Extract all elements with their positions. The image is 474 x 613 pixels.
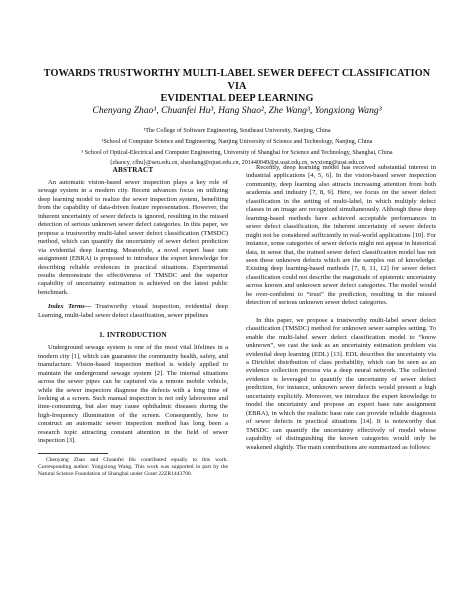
title-line-1: TOWARDS TRUSTWORTHY MULTI-LABEL SEWER DEFECT CLASSIFICATION VIA [43, 68, 431, 92]
index-terms [38, 303, 228, 320]
affiliations [30, 126, 444, 169]
intro-paragraph-3: In this paper, we propose a trustworthy multi-label sewer defect classification (TMSDC) method for unknown sewer samples setting. To enable the multi-label sewer defect classification model to “know unknown”, we cast the task as an uncertainty estimation problem via evidential deep learning (EDL) [13]. EDL describes the uncertainty via a Dirichlet distribution of class probability, which can be seen as an evidence collection process via a deep neural network. The collected evidence is leveraged to quantify the uncertainty of sewer defect prediction, for instance, unknown sewer defects would present a high uncertainty explicitly. Moreover, we introduce the expert knowledge to model the uncertainty and propose an expert base rate assignment (EBRA), in which the realistic base rate can provide reliable diagnosis of sewer defects in practical situations [14]. It is noteworthy that TMSDC can quantify the uncertainty effectively of model whose capability of distinguishing the known categories would only be weakened slightly. The main contributions are summarized as follows: [246, 316, 436, 451]
abstract-text: An automatic vision-based sewer inspection plays a key role of sewage system in a modern city. Recent advances focus on utilizing deep learning model to realize the sewer inspection system, benefiting from the capability of data-driven feature representation. However, the inherent uncertainty of sewer defects is ignored, resulting in the missed detection of serious unknown sewer defect categories. In this paper, we propose a trustworthy multi-label sewer defect classification (TMSDC) method, which can quantify the uncertainty of sewer defect prediction via evidential deep learning. Meanwhile, a novel expert base rate assignment (EBRA) is proposed to introduce the expert knowledge for describing reliable evidences in practical situations. Experimental results demonstrate the effectiveness of TMSDC and the superior capability of uncertainty estimation is achieved on the latest public benchmark. [38, 179, 228, 296]
introduction-heading: 1. INTRODUCTION [99, 331, 167, 340]
index-terms-text: Trustworthy visual inspection, evidential deep Learning, multi-label sewer defect classification, sewer pipelines [38, 303, 228, 319]
title-line-2: EVIDENTIAL DEEP LEARNING [160, 93, 314, 104]
author-list: Chenyang Zhao¹, Chuanfei Hu³, Hang Shao², Zhe Wang³, Yongxiong Wang³ [92, 105, 382, 116]
footnote: Chenyang Zhao and Chuanfei Hu contributed equally to this work. Corresponding author: Yongxiong Wang. This work was supported in part by the Natural Science Foundation of Shanghai under Grant 22ZR1443700. [38, 456, 228, 478]
paper-title [40, 68, 434, 106]
right-column [246, 164, 436, 452]
index-terms-lead: Index Terms— [48, 303, 92, 311]
intro-paragraph-2: Recently, deep learning model has received substantial interest in industrial applications [4, 5, 6]. In the vision-based sewer inspection community, deep learning also attracts increasing attention from both academia and industry [7, 8, 9]. Here, we focus on the sewer defect classification in the setting of multi-label, in which multiply defect classes in an image are recognized simultaneously. Although these deep learning-based methods have achieved acceptable performances in sewer defect classification, the inherent uncertainty of sewer defects might not be considered sufficiently in real-world applications [10]. For instance, some categories of sewer defects might not appear in historical data, in sense that, the trained sewer defect classification model has not seen these unknown defects which are the samples out of knowledge. Existing deep learning-based methods [7, 8, 11, 12] for sewer defect classification could not describe the magnitude of epistemic uncertainty across known and unknown sewer defect categories. The model would be over-confident to “trust” the prediction, resulting in the missed detection of serious unknown sewer defect categories. [246, 164, 436, 307]
affiliation-3: ³ School of Optical-Electrical and Computer Engineering, University of Shanghai for Science and Technology, Shanghai, China [81, 149, 393, 156]
author-emails: {zhaocy, cfhu}@seu.edu.cn, shaohang@njust.edu.cn, 201440049@st.usst.edu.cn, wyxiong@usst.edu.cn [109, 160, 365, 167]
introduction-text: Underground sewage system is one of the most vital lifelines in a modern city [1], which can guarantee the community health, safety, and manufacture. Vision-based inspection method is widely applied to maintain the underground sewage system [2]. The internal situations across the sewer pipes can be captured via a remote mobile vehicle, while the sewer inspectors diagnose the defects with a long time of looking at a screen. Such manual inspection is not only laborsome and time-consuming, but also may cause ophthalmic diseases during the high-frequency illumination of the screen. Consequently, how to construct an automatic sewer inspection method has long been a research topic attracting constant attention in the field of sewer inspection [3]. [38, 344, 228, 445]
abstract-heading: ABSTRACT [112, 166, 154, 174]
affiliation-2: ²School of Computer Science and Engineering, Nanjing University of Science and Technology, Nanjing, China [101, 138, 373, 145]
affiliation-1: ¹The College of Software Engineering, Southeast University, Nanjing, China [143, 128, 331, 134]
left-column [38, 164, 228, 478]
footnote-divider [38, 453, 108, 454]
